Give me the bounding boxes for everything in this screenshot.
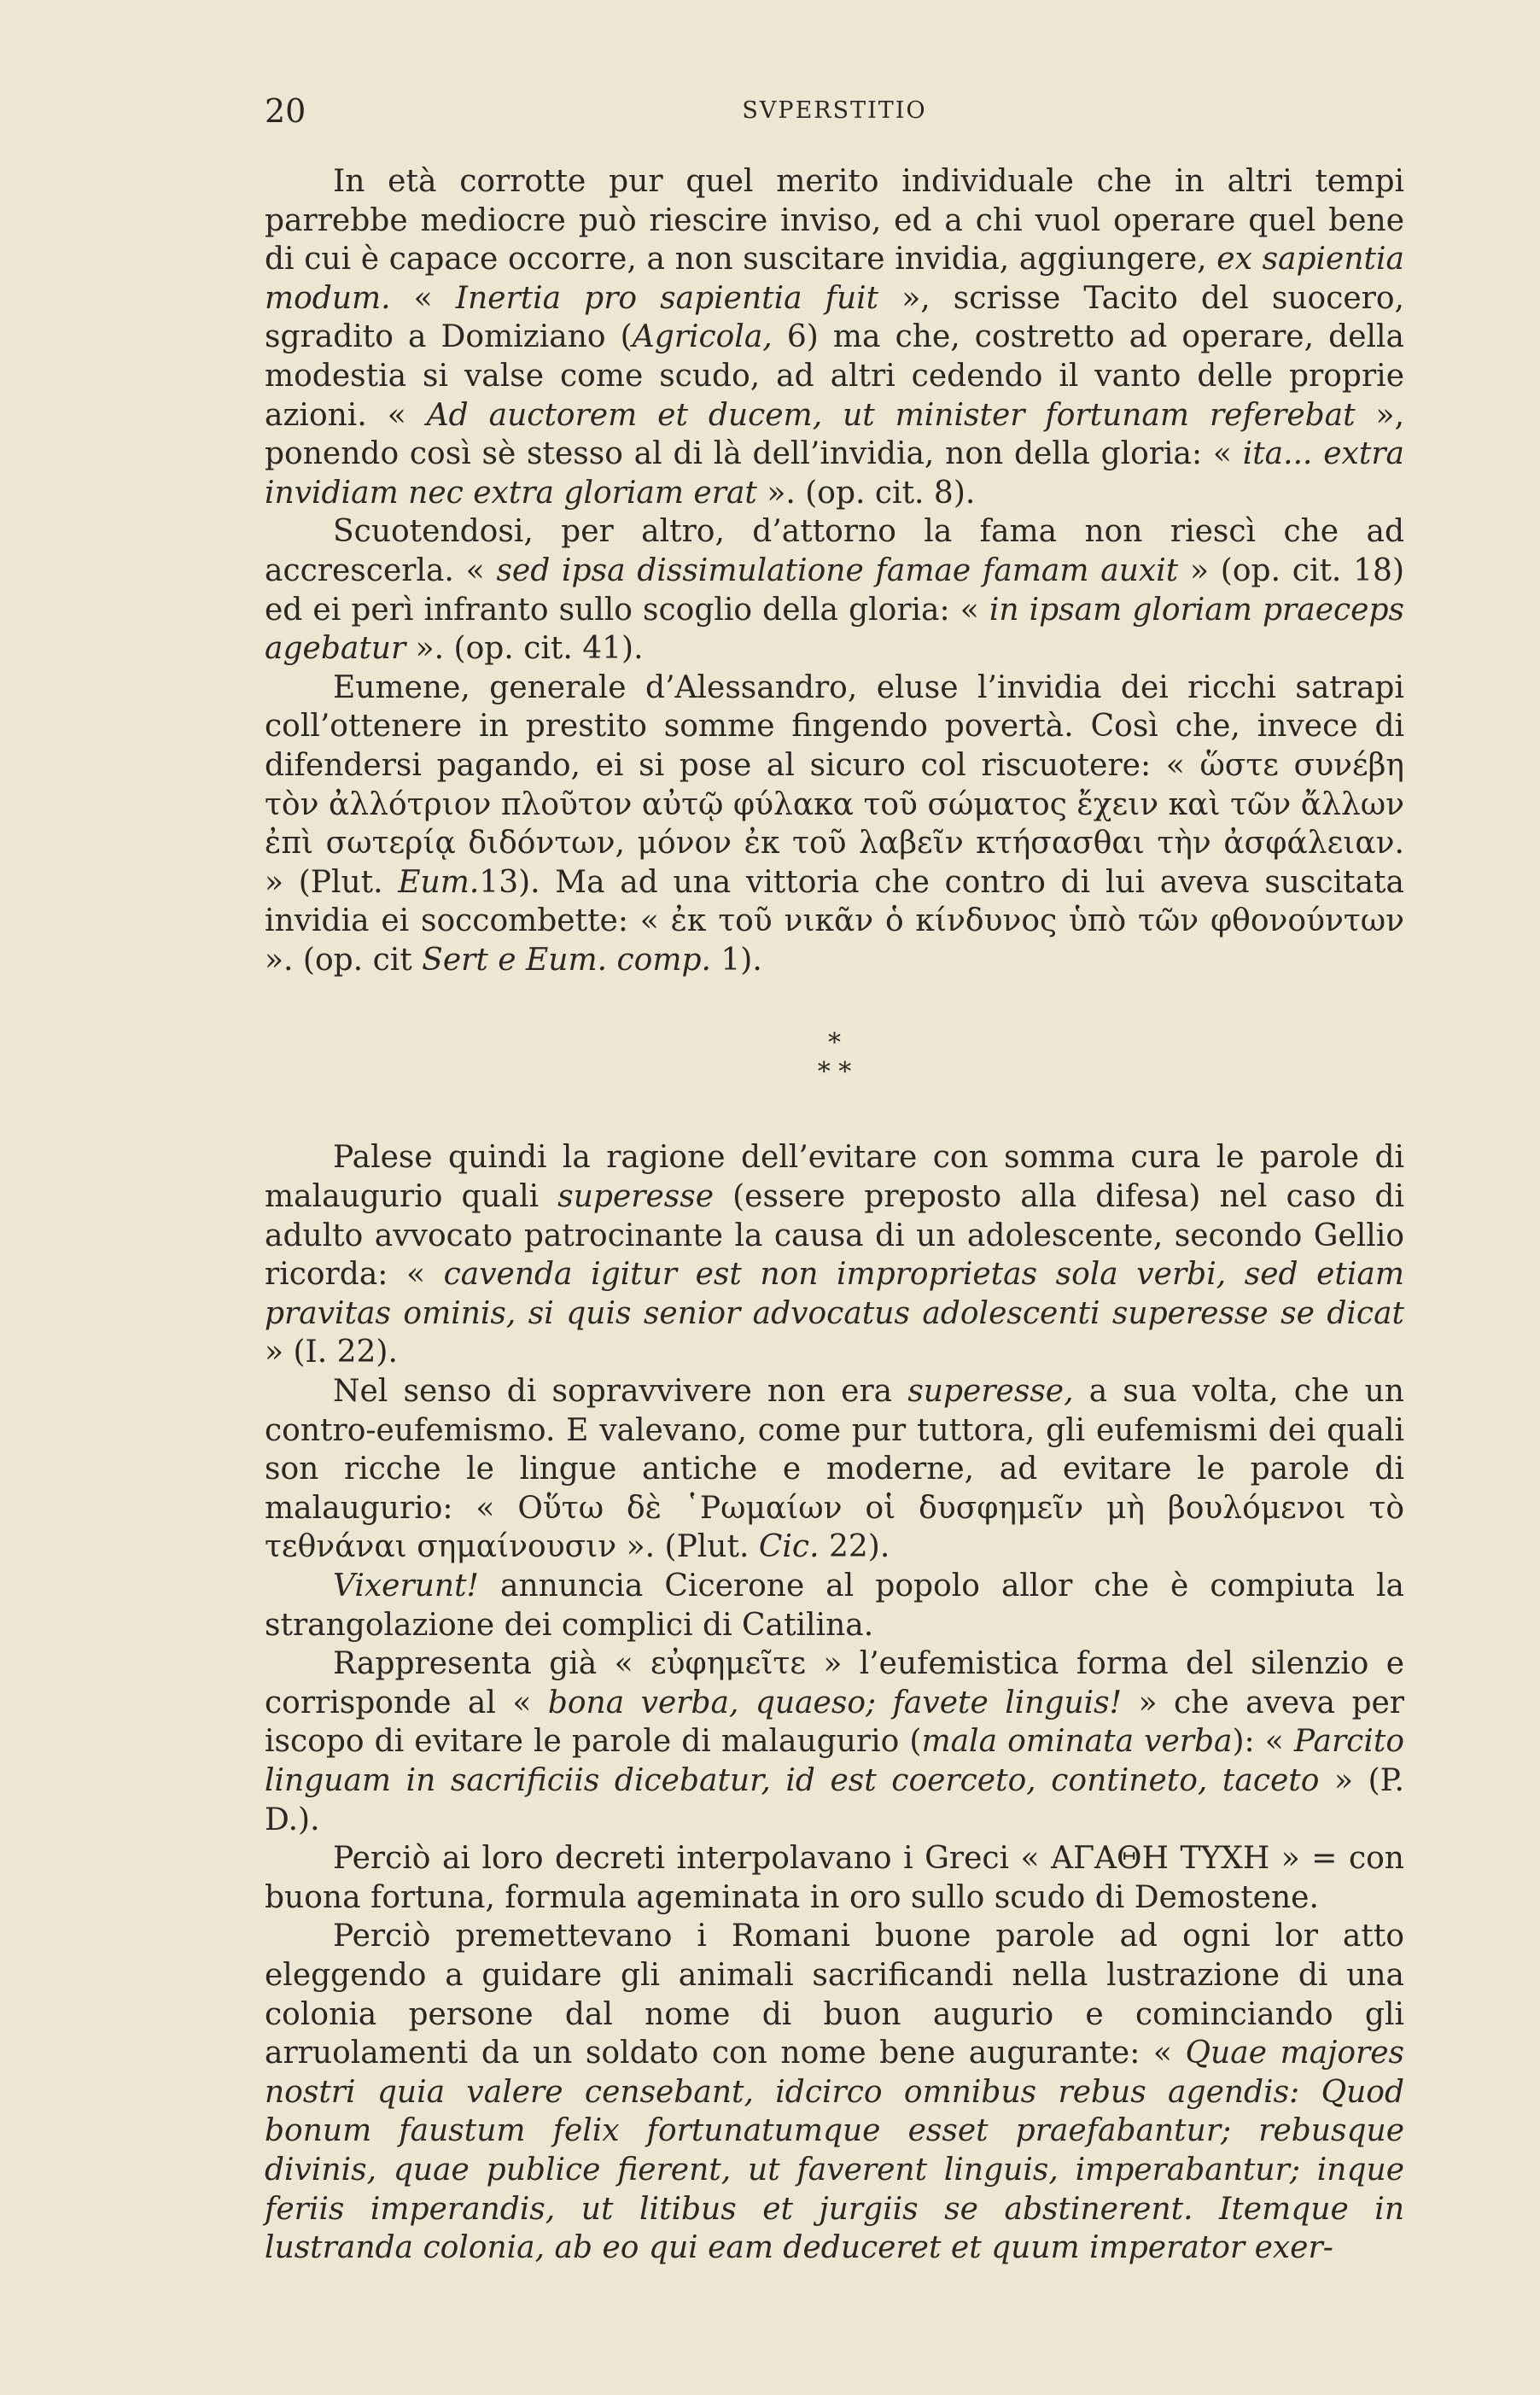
text-run: Nel senso di sopravvivere non era	[333, 1374, 908, 1410]
text-run: (essere preposto alla difesa) nel caso di adulto avvocato patrocinante la causa di un adolescente, secondo Gellio ricorda: «	[265, 1179, 1404, 1293]
text-run: Palese quindi la ragione dell’evitare con somma cura le parole di malaugurio quali	[265, 1140, 1404, 1215]
paragraph	[265, 1372, 1404, 1567]
asterism-bottom: * *	[817, 1057, 852, 1088]
text-run: ». (op. cit. 41).	[405, 631, 644, 667]
italic-run: bona verba, quaeso; favete linguis!	[547, 1685, 1123, 1720]
paragraph	[265, 1138, 1404, 1372]
text-run: Perciò ai loro decreti interpolavano i Greci « ΑΓΑΘΗ ΤΥΧΗ » = con buona fortuna, formula ageminata in oro sullo scudo di Demostene.	[265, 1841, 1404, 1915]
text-run: 13). Ma ad una vittoria che contro di lui aveva suscitata invidia ei soccombette: « ἐκ τοῦ νικᾶν ὁ κίνδυνος ὑπὸ τῶν φθονούντων ». (op. cit	[265, 864, 1404, 978]
section-2	[265, 1138, 1404, 2267]
italic-run: ita... extra invidiam nec extra gloriam erat	[265, 436, 1404, 511]
paragraph	[265, 162, 1404, 512]
running-title: SVPERSTITIO	[742, 97, 927, 124]
paragraph	[265, 1644, 1404, 1839]
text-run: Rappresenta già « εὐφημεῖτε » l’eufemistica forma del silenzio e corrisponde al «	[265, 1646, 1404, 1720]
text-run: » che aveva per iscopo di evitare le parole di malaugurio (	[265, 1685, 1404, 1760]
italic-run: superesse	[557, 1179, 715, 1215]
text-run: 22).	[819, 1529, 890, 1565]
paragraph	[265, 669, 1404, 980]
italic-run: Ad auctorem et ducem, ut minister fortunam referebat	[426, 397, 1356, 433]
italic-run: Inertia pro sapientia fuit	[455, 280, 879, 316]
text-run: Scuotendosi, per altro, d’attorno la fama non riescì che ad accrescerla. «	[265, 514, 1404, 588]
page-number: 20	[265, 92, 306, 130]
italic-run: superesse,	[907, 1374, 1074, 1410]
text-run: a sua volta, che un contro-eufemismo. E valevano, come pur tuttora, gli eufemismi dei quali son ricche le lingue antiche e moderne, ad evitare le parole di malaugurio: « Οὕτω δὲ ῾Ρωμαίων οἱ δυσφημεῖν μὴ βουλόμενοι τὸ τεθνάναι σημαίνουσιν ». (Plut.	[265, 1374, 1404, 1565]
paragraph	[265, 512, 1404, 668]
text-run: In età corrotte pur quel merito individuale che in altri tempi parrebbe mediocre può riescire inviso, ed a chi vuol operare quel bene di cui è capace occorre, a non suscitare invidia, aggiungere,	[265, 164, 1404, 277]
italic-run: Agricola,	[632, 319, 773, 355]
italic-run: Cic.	[758, 1529, 820, 1565]
text-run: ): «	[1232, 1724, 1294, 1760]
italic-run: Sert e Eum. comp.	[422, 942, 711, 978]
text-run: 1).	[710, 942, 762, 978]
asterism-separator	[265, 1029, 1404, 1087]
body-text	[265, 162, 1404, 2268]
paragraph	[265, 1567, 1404, 1644]
italic-run: Parcito linguam in sacrificiis dicebatur, id est coerceto, contineto, taceto	[265, 1724, 1404, 1798]
text-run: Eumene, generale d’Alessandro, eluse l’invidia dei ricchi satrapi coll’ottenere in prestito somme fingendo povertà. Così che, invece di difendersi pagando, ei si pose al sicuro col riscuotere: « ὥστε συνέβη τὸν ἀλλότριον πλοῦτον αὐτῷ φύλακα τοῦ σώματος ἔχειν καὶ τῶν ἄλλων ἐπὶ σωτερίᾳ διδόντων, μόνον ἐκ τοῦ λαβεῖν κτήσασθαι τὴν ἀσφάλειαν. » (Plut.	[265, 669, 1404, 900]
section-1	[265, 162, 1404, 979]
paragraph	[265, 1917, 1404, 2267]
paragraph	[265, 1839, 1404, 1917]
text-run: Perciò premettevano i Romani buone parole ad ogni lor atto eleggendo a guidare gli animali sacrificandi nella lustrazione di una colonia persone dal nome di buon augurio e cominciando gli arruolamenti da un soldato con nome bene augurante: «	[265, 1919, 1404, 2071]
italic-run: mala ominata verba	[921, 1724, 1233, 1760]
text-run: annuncia Cicerone al popolo allor che è compiuta la strangolazione dei complici di Catilina.	[265, 1568, 1404, 1643]
italic-run: sed ipsa dissimulatione famae famam auxit	[496, 552, 1179, 588]
page-header	[265, 92, 1404, 133]
text-run: » (I. 22).	[265, 1335, 398, 1370]
italic-run: Eum.	[398, 864, 480, 900]
italic-run: Vixerunt!	[333, 1568, 479, 1603]
text-run: » (P. D.).	[265, 1762, 1404, 1837]
text-run: «	[390, 280, 456, 316]
text-run: », scrisse Tacito del suocero, sgradito a Domiziano (	[265, 280, 1404, 355]
italic-run: ex sapientia modum.	[265, 242, 1404, 316]
text-run: ». (op. cit. 8).	[756, 475, 976, 511]
asterism-top: *	[828, 1028, 841, 1059]
text-run: » (op. cit. 18) ed ei perì infranto sullo scoglio della gloria: «	[265, 552, 1404, 628]
italic-run: cavenda igitur est non improprietas sola verbi, sed etiam pravitas ominis, si quis senior advocatus adolescenti superesse se dicat	[265, 1257, 1404, 1331]
text-run: », ponendo così sè stesso al di là dell’invidia, non della gloria: «	[265, 397, 1405, 472]
italic-run: in ipsam gloriam praeceps agebatur	[265, 592, 1404, 667]
italic-run: Quae majores nostri quia valere censebant, idcirco omnibus rebus agendis: Quod bonum faustum felix fortunatumque esset praefabantur; rebusque divinis, quae publice fierent, ut faverent linguis, imperabantur; inque feriis imperandis, ut litibus et jurgiis se abstinerent. Itemque in lustranda colonia, ab eo qui eam deduceret et quum imperator exer-	[265, 2036, 1404, 2266]
text-run: 6) ma che, costretto ad operare, della modestia si valse come scudo, ad altri cedendo il vanto delle proprie azioni. «	[265, 319, 1404, 433]
